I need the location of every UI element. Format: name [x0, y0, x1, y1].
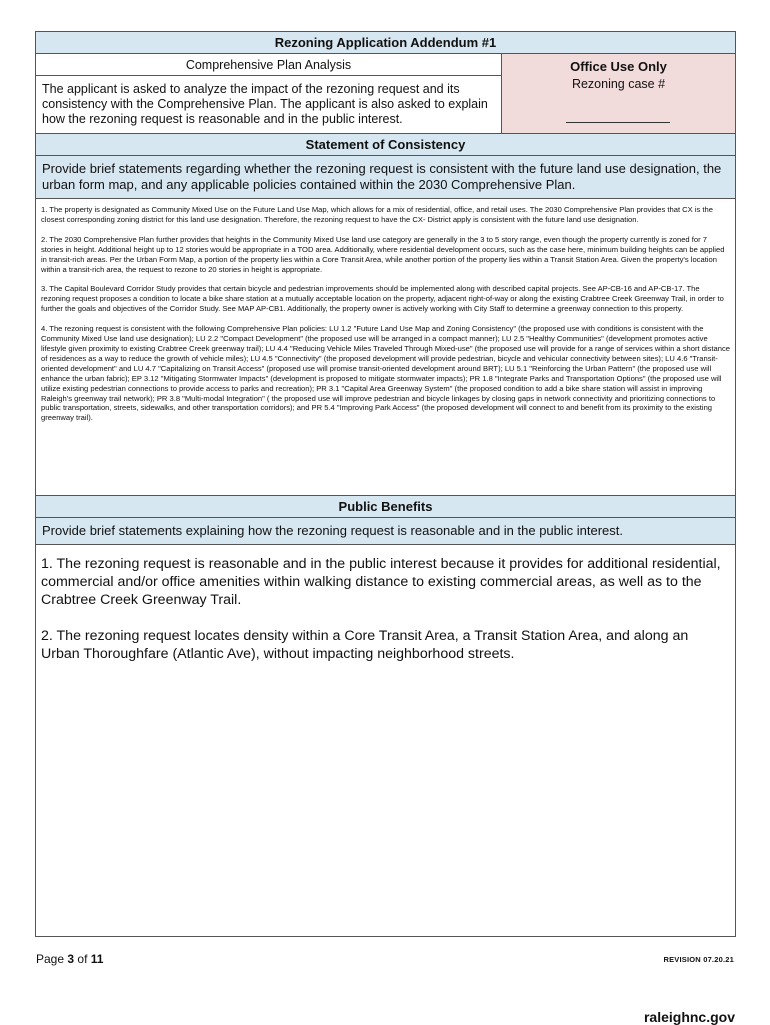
page-total: 11: [90, 952, 104, 966]
page-current: 3: [67, 952, 75, 966]
benefits-prompt: Provide brief statements explaining how the rezoning request is reasonable and in the public interest.: [36, 518, 735, 545]
consistency-statement-field[interactable]: [36, 199, 735, 496]
addendum-form: [35, 31, 736, 937]
benefit-item: 2. The rezoning request locates density within a Core Transit Area, a Transit Station Area, and along an Urban Thoroughfare (Atlantic Ave), without impacting neighborhood streets.: [41, 628, 689, 662]
benefits-statement-field[interactable]: [36, 545, 735, 936]
analysis-panel: [36, 54, 502, 133]
benefit-item: 1. The rezoning request is reasonable and in the public interest because it provides for additional residential, commercial and/or office amenities within walking distance to existing commercial areas, as well as to the Crabtree Creek Greenway Trail.: [41, 556, 721, 608]
office-use-title: Office Use Only: [570, 59, 667, 74]
rezoning-case-field[interactable]: [566, 122, 670, 123]
rezoning-case-label: Rezoning case #: [571, 77, 666, 91]
consistency-item: 1. The property is designated as Community Mixed Use on the Future Land Use Map, which allows for a mix of residential, office, and retail uses. The 2030 Comprehensive Plan provides that CX is the closest corresponding zoning district for this land use designation. Therefore, the rezoning request to have the CX- District apply is consistent with the future land use designation.: [41, 205, 713, 224]
page-of: of: [77, 952, 88, 966]
page-label: Page: [36, 952, 65, 966]
consistency-item: 3. The Capital Boulevard Corridor Study provides that certain bicycle and pedestrian improvements should be implemented along with described capital projects. See AP-CB-16 and AP-CB-17. The rezoning request proposes a condition to locate a bike share station at a mutually acceptable location on the property, adjacent right-of-way or along the existing Crabtree Creek Greenway Trail, in order to further the goals and objectives of the Corridor Study. See MAP AP-CB1. Additionally, the property owner is actively working with City Staff to determine a greenway connection to this property.: [41, 284, 724, 314]
consistency-item: 2. The 2030 Comprehensive Plan further provides that heights in the Community Mixed Use land use category are generally in the 3 to 5 story range, even though the property currently is zoned for 7 stories in height. Additional height up to 12 stories would be appropriate in a TOD area. Additionally, where residential development occurs, such as the case here, minimum building heights can be applied in transit-rich areas. Per the Urban Form Map, a portion of the property lies within a Core Transit Area, while another portion of the property lies within a Transit Station Area. Given the property's location within a transit-rich area, the request to rezone to 20 stories in height is appropriate.: [41, 234, 725, 274]
page-number: [36, 952, 103, 966]
site-url: raleighnc.gov: [643, 1009, 735, 1025]
analysis-instructions: The applicant is asked to analyze the impact of the rezoning request and its consistency with the Comprehensive Plan. The applicant is also asked to explain how the rezoning request is reasonable and in the public interest.: [42, 82, 488, 126]
addendum-title: Rezoning Application Addendum #1: [36, 32, 735, 54]
consistency-item: 4. The rezoning request is consistent with the following Comprehensive Plan policies: LU 1.2 "Future Land Use Map and Zoning Consistency" (the proposed use with conditions is consistent with the Community Mixed Use land use designation); LU 2.2 "Compact Development" (the proposed use will be arranged in a compact manner); LU 2.5 "Healthy Communities" (development promotes active lifestyle given proximity to existing Crabtree Creek greenway trail); LU 4.4 "Reducing Vehicle Miles Traveled Through Mixed-use" (the proposed use will provide for a range of services within a short distance of residences as a way to reduce the growth of vehicle miles); LU 4.5 "Connectivity" (the proposed development will provide pedestrian, bicycle and vehicular connectivity between sites); LU 4.6 "Transit-oriented development" and LU 4.7 "Capitalizing on Transit Access" (proposed use will promise transit-oriented development around BRT); LU 5.1 "Reinforcing the Urban Pattern" (the proposed use will enhance the urban fabric); EP 3.12 "Mitigating Stormwater Impacts" (development is proposed to mitigate stormwater impacts); PR 1.8 "Integrate Parks and Transportation Options" (the proposed use will utilize existing pedestrian connections to provide access to parks and recreation); PR 3.1 "Capital Area Greenway System" (the proposed condition to add a bike share station will assist in improving Raleigh's greenway trail network); PR 3.8 "Multi-modal Integration" ( the proposed use will improve pedestrian and bicycle linkages by closing gaps in network connectivity and prioritizing connections to public transportation, streets, sidewalks, and other transportation corridors); and PR 5.4 "Improving Park Access" (the proposed development will connect to and benefit from its proximity to the existing greenway trail).: [41, 324, 731, 423]
analysis-section: [36, 54, 735, 134]
office-use-panel: [502, 54, 735, 133]
consistency-prompt: Provide brief statements regarding whether the rezoning request is consistent with the future land use designation, the urban form map, and any applicable policies contained within the 2030 Comprehensive Plan.: [36, 156, 735, 199]
benefits-title: Public Benefits: [36, 496, 735, 518]
analysis-title: Comprehensive Plan Analysis: [36, 54, 501, 76]
revision-label: REVISION 07.20.21: [663, 955, 734, 964]
consistency-title: Statement of Consistency: [36, 134, 735, 156]
